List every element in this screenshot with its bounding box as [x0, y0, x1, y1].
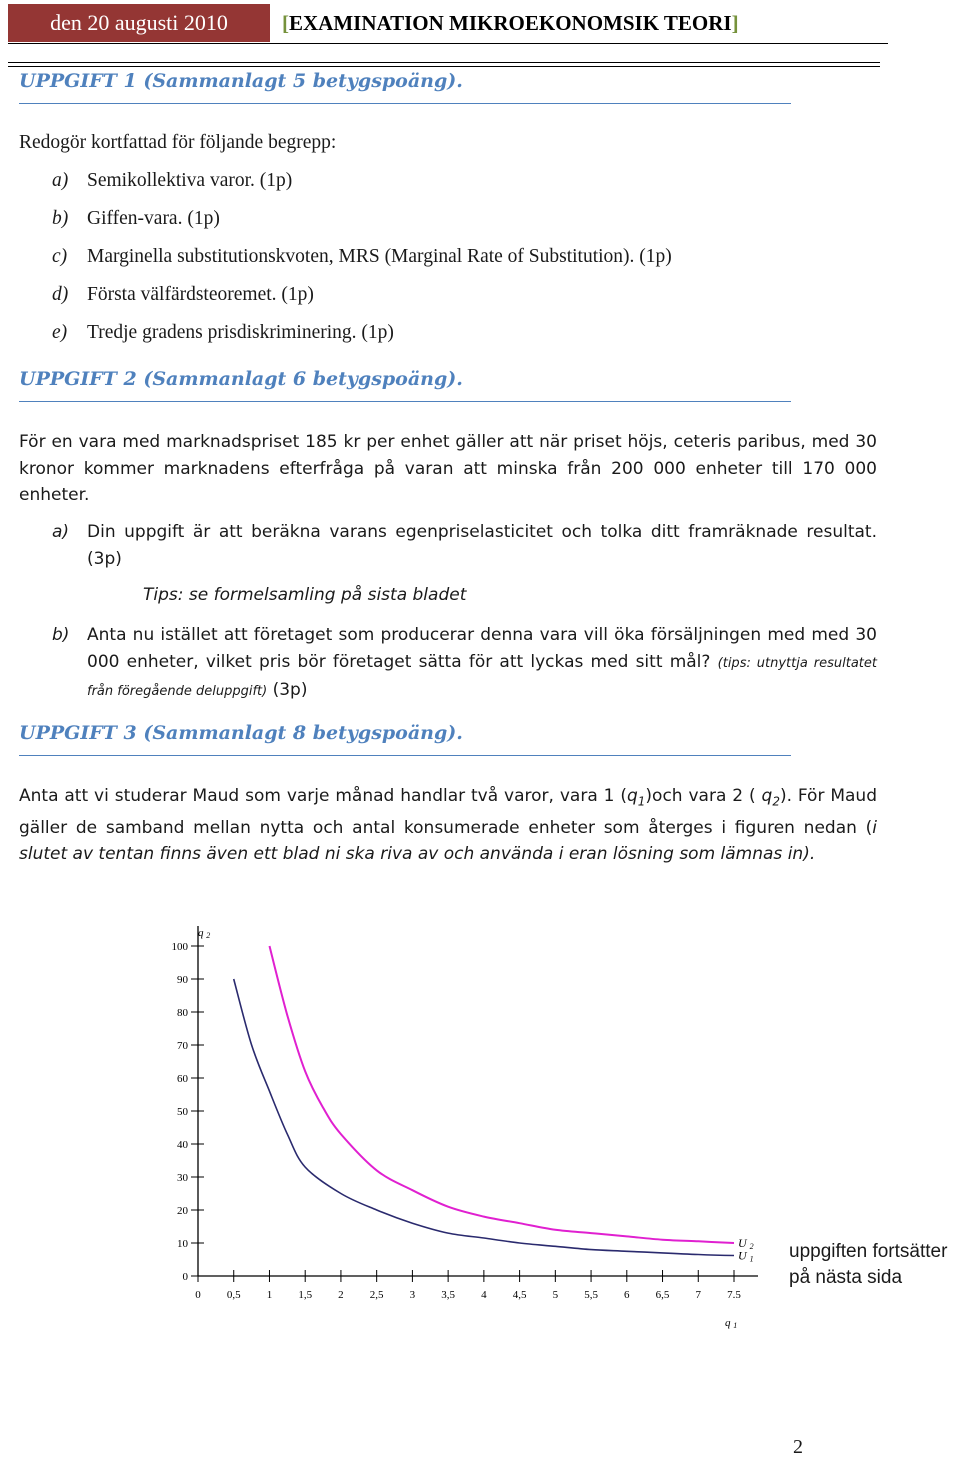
header-date: den 20 augusti 2010: [8, 4, 270, 42]
item-text: Giffen-vara. (1p): [87, 208, 220, 229]
item-letter: b): [52, 208, 69, 229]
y-tick-label: 60: [177, 1073, 188, 1085]
x-tick-label: 7: [695, 1289, 702, 1301]
x-tick-label: 4,5: [512, 1289, 527, 1301]
x-tick-label: 6: [624, 1289, 630, 1301]
x-tick-label: 5,5: [584, 1289, 598, 1301]
y-tick-label: 0: [182, 1271, 188, 1283]
q1-symbol: q: [626, 786, 638, 806]
y-tick-label: 90: [177, 974, 188, 986]
x-axis-label: q 1: [725, 1317, 738, 1330]
x-tick-label: 2,5: [369, 1289, 384, 1301]
intro-italic: i slutet av tentan finns även ett blad ni ska riva av och använda i eran lösning som lämnas in).: [19, 817, 877, 865]
q1-subscript: 1: [637, 794, 646, 809]
y-tick-label: 50: [177, 1106, 188, 1118]
x-tick-label: 2: [338, 1289, 344, 1301]
y-tick-label: 40: [177, 1139, 188, 1151]
item-letter: c): [52, 246, 68, 267]
task1-intro: Redogör kortfattad för följande begrepp:: [19, 132, 337, 153]
x-tick-label: 1: [266, 1289, 273, 1301]
continue-note: uppgiften fortsätter på nästa sida: [789, 1241, 948, 1288]
chart-curves: [234, 946, 734, 1256]
task2-heading: UPPGIFT 2 (Sammanlagt 6 betygspoäng).: [19, 368, 463, 390]
chart-axes: [198, 926, 758, 1276]
x-tick-label: 6,5: [655, 1289, 670, 1301]
x-tick-label: 5: [552, 1289, 559, 1301]
task3-heading: UPPGIFT 3 (Sammanlagt 8 betygspoäng).: [19, 722, 463, 744]
item-b-tip: (tips: utnyttja resultatet från föregående deluppgift): [87, 655, 877, 699]
chart-ticks: [191, 946, 734, 1282]
series-label: U 1: [738, 1248, 754, 1264]
x-tick-label: 7.5: [727, 1289, 741, 1301]
page-number: 2: [793, 1436, 803, 1458]
y-tick-label: 10: [177, 1238, 188, 1250]
intro-part: ). För Maud gäller de samband mellan nytta och antal konsumerade enheter som återges i figuren nedan (: [19, 786, 878, 838]
item-b-points: (3p): [272, 680, 308, 700]
item-b-main: Anta nu istället att företaget som producerar denna vara vill öka försäljningen med med 30 000 enheter, vilket pris bör företaget sätta för att lyckas med sitt mål?: [87, 625, 877, 672]
item-letter: d): [52, 284, 69, 305]
header-bracket-close: ]: [731, 11, 739, 35]
q2-subscript: 2: [772, 794, 780, 809]
intro-part: )och vara 2 (: [645, 786, 762, 806]
x-tick-label: 3,5: [441, 1289, 456, 1301]
x-tick-label: 0: [195, 1289, 201, 1301]
item-text: Marginella substitutionskvoten, MRS (Marginal Rate of Substitution). (1p): [87, 246, 672, 267]
y-tick-label: 70: [177, 1040, 188, 1052]
y-axis-label: q 2: [198, 927, 211, 940]
item-letter: a): [52, 522, 70, 542]
item-text: Första välfärdsteoremet. (1p): [87, 284, 314, 305]
y-tick-label: 80: [177, 1007, 188, 1019]
y-tick-label: 30: [177, 1172, 188, 1184]
item-text: Semikollektiva varor. (1p): [87, 170, 293, 191]
task2-tip: Tips: se formelsamling på sista bladet: [143, 585, 467, 605]
series-u-1-line: [234, 979, 734, 1256]
y-tick-label: 100: [171, 941, 188, 953]
item-text: Din uppgift är att beräkna varans egenpriselasticitet och tolka ditt framräknade resultat. (3p): [87, 522, 877, 569]
x-tick-label: 0,5: [226, 1289, 241, 1301]
task2-intro: För en vara med marknadspriset 185 kr per enhet gäller att när priset höjs, ceteris paribus, med 30 kronor kommer marknadens efterfråga på varan att minska från 200 000 enheter till 170 000 enheter.: [19, 432, 877, 505]
series-label: U 2: [738, 1236, 754, 1251]
chart-labels: [172, 927, 754, 1330]
item-letter: a): [52, 170, 69, 191]
y-tick-label: 20: [177, 1205, 188, 1217]
task1-heading: UPPGIFT 1 (Sammanlagt 5 betygspoäng).: [19, 70, 463, 92]
x-tick-label: 1,5: [298, 1289, 313, 1301]
header-bracket-open: [: [282, 11, 289, 35]
header-title-text: EXAMINATION MIKROEKONOMSIK TEORI: [289, 11, 732, 35]
item-text: Tredje gradens prisdiskriminering. (1p): [87, 322, 394, 343]
item-letter: e): [52, 322, 68, 343]
q2-symbol: q: [761, 786, 773, 806]
x-tick-label: 4: [481, 1289, 487, 1301]
intro-part: Anta att vi studerar Maud som varje månad handlar två varor, vara 1 (: [19, 786, 627, 806]
x-tick-label: 3: [409, 1289, 416, 1301]
item-letter: b): [52, 625, 70, 645]
series-u-2-line: [270, 946, 735, 1243]
